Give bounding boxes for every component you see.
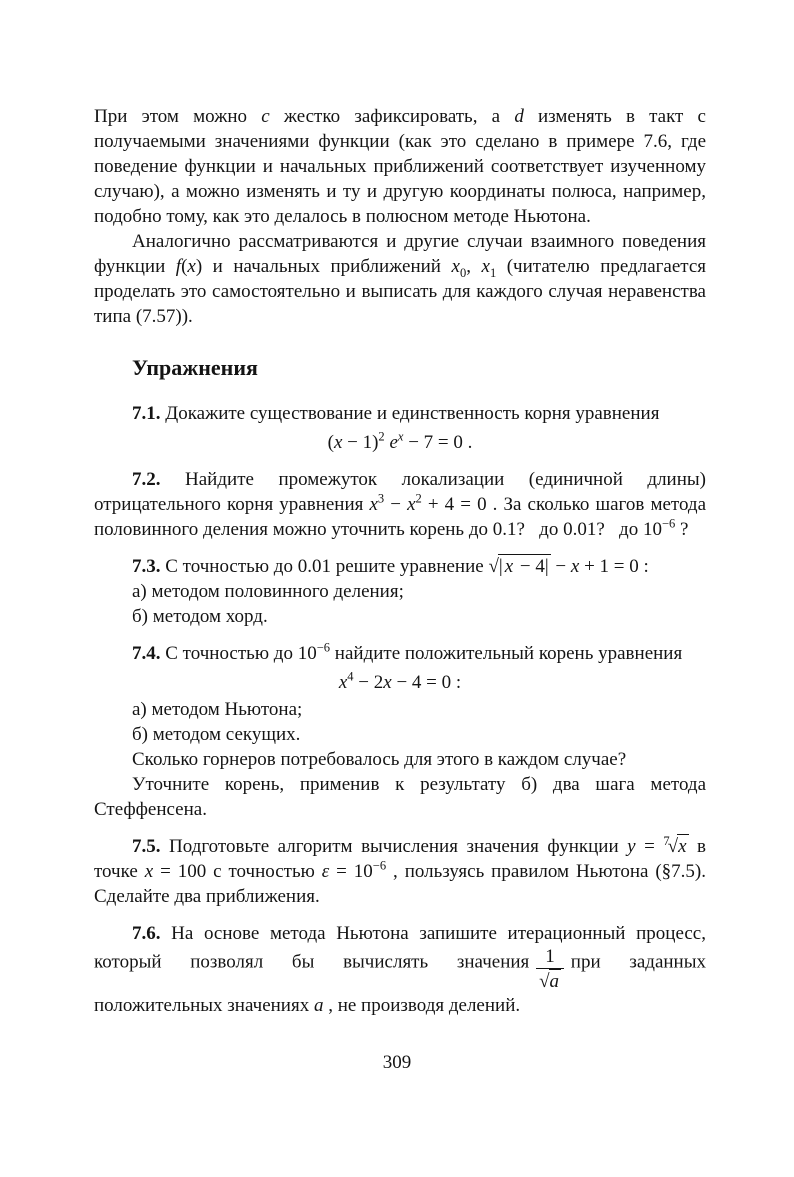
fraction-numerator: 1 <box>536 946 564 969</box>
exercise-7-4-followup: Уточните корень, применив к результату б) два шага метода Стеффенсена. <box>94 774 706 820</box>
exercise-7-4 <box>94 641 706 822</box>
exercise-7-5-text <box>94 834 706 909</box>
exercise-7-4-label: 7.4. <box>132 643 161 664</box>
exercise-7-3 <box>94 554 706 629</box>
exercise-7-2-label: 7.2. <box>132 469 161 490</box>
exercise-7-3-text <box>94 554 706 579</box>
intro-paragraph-1: При этом можно c жестко зафиксировать, а d изменять в такт с получаемыми значениями функции (как это сделано в примере 7.6, где поведение функции и начальных приближений соответствует изученному случаю), а можно изменять и ту и другую координаты полюса, например, подобно тому, как это делалось в полюсном методе Ньютона. <box>94 106 706 227</box>
exercise-7-3-item-b: б) методом хорд. <box>132 606 268 627</box>
exercise-7-1-formula: $(x - 1)^2$ $e^x - 7 = 0$ . <box>327 429 473 453</box>
exercise-7-4-body: С точностью до $10^{-6}$ найдите положительный корень уравнения <box>160 640 683 664</box>
exercise-7-3-body: С точностью до 0.01 решите уравнение √| x − 4| − x + 1 = 0 : <box>160 556 649 577</box>
exercise-7-4-formula: $x^4 - 2x - 4 = 0$ : <box>338 669 462 693</box>
exercise-7-1-text <box>94 401 706 426</box>
exercise-7-2-body: Найдите промежуток локализации (единичной длины) отрицательного корня уравнения $x^3 - x^2 + 4 = 0$ . За сколько шагов метода половинного деления можно уточнить корень до 0.1? до 0.01? до $10^{-6}$ ? <box>94 469 707 540</box>
exercises-heading: Упражнения <box>132 355 258 380</box>
exercise-7-1-label: 7.1. <box>132 403 161 424</box>
exercise-7-1 <box>94 401 706 455</box>
page-number: 309 <box>382 1052 412 1073</box>
exercise-7-5-label: 7.5. <box>132 836 161 857</box>
exercise-7-6-body-2: при заданных положительных значениях a , не производя делений. <box>94 951 706 1016</box>
exercise-7-3-item-a: а) методом половинного деления; <box>132 581 404 602</box>
radical-sign: √ <box>539 971 550 993</box>
exercise-7-5-body: Подготовьте алгоритм вычисления значения функции y = $^7$√x в точке x = 100 с точностью $\varepsilon = 10^{-6}$ , пользуясь правилом Ньютона (§7.5). Сделайте два приближения. <box>94 833 707 907</box>
exercise-7-6-body-1: На основе метода Ньютона запишите итерационный процесс, который позволял бы вычислять значения <box>94 923 706 973</box>
fraction-one-over-sqrt-a <box>536 946 564 993</box>
exercise-7-2 <box>94 467 706 542</box>
exercise-7-6 <box>94 921 706 1018</box>
exercise-7-6-text <box>94 921 706 1018</box>
exercise-7-4-item-b: б) методом секущих. <box>132 724 301 745</box>
exercise-7-1-body: Докажите существование и единственность корня уравнения <box>160 403 660 424</box>
fraction-denominator <box>536 969 564 992</box>
exercise-7-4-item-a: а) методом Ньютона; <box>132 699 303 720</box>
exercise-7-4-text <box>94 641 706 666</box>
exercise-7-5 <box>94 834 706 909</box>
text-block <box>94 104 706 1018</box>
radicand: a <box>549 971 559 993</box>
exercise-7-6-label: 7.6. <box>132 923 161 944</box>
exercise-7-4-question: Сколько горнеров потребовалось для этого в каждом случае? <box>132 749 627 770</box>
exercise-7-2-text <box>94 467 706 542</box>
exercise-7-3-label: 7.3. <box>132 556 161 577</box>
intro-paragraph-2: Аналогично рассматриваются и другие случаи взаимного поведения функции f(x) и начальных приближений $x_0$, $x_1$ (читателю предлагается проделать это самостоятельно и выписать для каждого случая неравенства типа (7.57)). <box>94 231 706 327</box>
